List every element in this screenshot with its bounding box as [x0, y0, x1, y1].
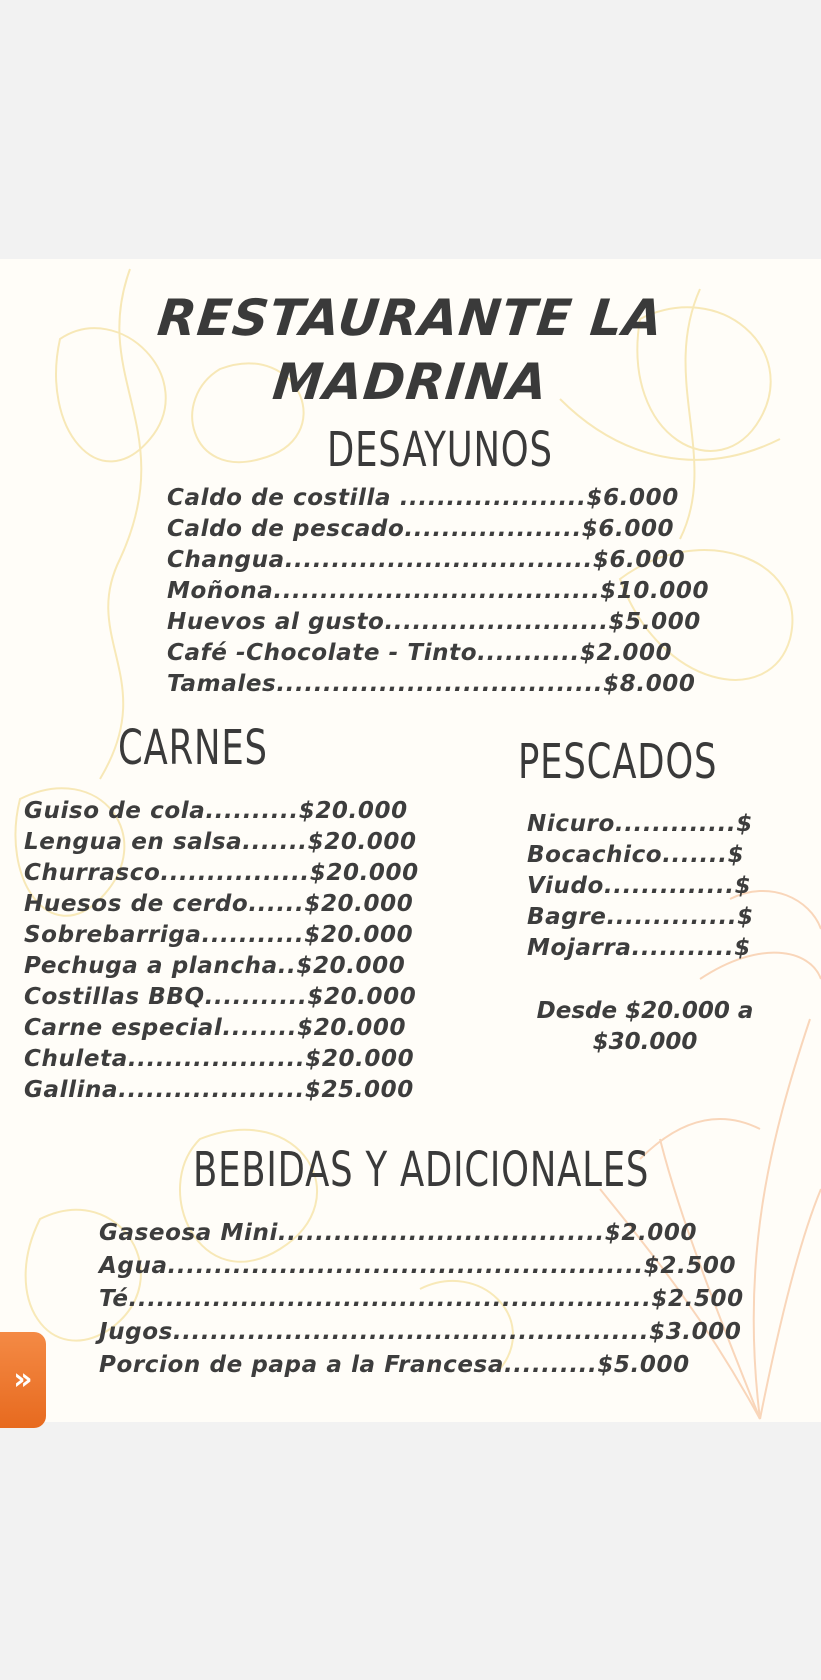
double-chevron-right-icon: » [13, 1362, 33, 1397]
list-item: Jugos...................................................$3.000 [99, 1319, 742, 1345]
list-item: Gaseosa Mini...................................$2.000 [99, 1220, 698, 1246]
list-item: Bocachico.......$ [527, 842, 745, 868]
list-item: Costillas BBQ...........$20.000 [24, 984, 417, 1010]
list-item: Té........................................................$2.500 [99, 1286, 744, 1312]
list-item: Tamales...................................$8.000 [167, 671, 696, 697]
list-item: Huevos al gusto........................$5.000 [167, 609, 701, 635]
list-item: Carne especial........$20.000 [24, 1015, 407, 1041]
list-item: Pechuga a plancha..$20.000 [24, 953, 406, 979]
restaurant-title-line-2: MADRINA [270, 353, 551, 411]
list-item: Mojarra...........$ [527, 935, 751, 961]
restaurant-title-line-1: RESTAURANTE LA [154, 289, 667, 347]
list-item: Chuleta...................$20.000 [24, 1046, 415, 1072]
list-item: Nicuro.............$ [527, 811, 753, 837]
list-item: Café -Chocolate - Tinto...........$2.000 [167, 640, 673, 666]
bebidas-heading: BEBIDAS Y ADICIONALES [193, 1142, 650, 1198]
carnes-heading: CARNES [118, 720, 268, 776]
list-item: Huesos de cerdo......$20.000 [24, 891, 414, 917]
list-item: Guiso de cola..........$20.000 [24, 798, 408, 824]
list-item: Moñona...................................$10.000 [167, 578, 710, 604]
pescados-price-note [513, 996, 777, 1058]
price-note-line-2: $30.000 [592, 1029, 698, 1055]
price-note-line-1: Desde $20.000 a [536, 998, 754, 1024]
list-item: Sobrebarriga...........$20.000 [24, 922, 414, 948]
pescados-heading: PESCADOS [518, 734, 718, 790]
list-item: Porcion de papa a la Francesa..........$5.000 [99, 1352, 690, 1378]
list-item: Caldo de costilla ....................$6.000 [167, 485, 679, 511]
list-item: Lengua en salsa.......$20.000 [24, 829, 417, 855]
desayunos-heading: DESAYUNOS [327, 422, 553, 478]
list-item: Agua...................................................$2.500 [99, 1253, 737, 1279]
menu-image [0, 259, 821, 1422]
list-item: Viudo..............$ [527, 873, 752, 899]
list-item: Caldo de pescado...................$6.000 [167, 516, 675, 542]
list-item: Gallina....................$25.000 [24, 1077, 414, 1103]
side-nav-tab-button[interactable] [0, 1332, 46, 1428]
list-item: Bagre..............$ [527, 904, 754, 930]
list-item: Changua.................................$6.000 [167, 547, 686, 573]
list-item: Churrasco................$20.000 [24, 860, 419, 886]
